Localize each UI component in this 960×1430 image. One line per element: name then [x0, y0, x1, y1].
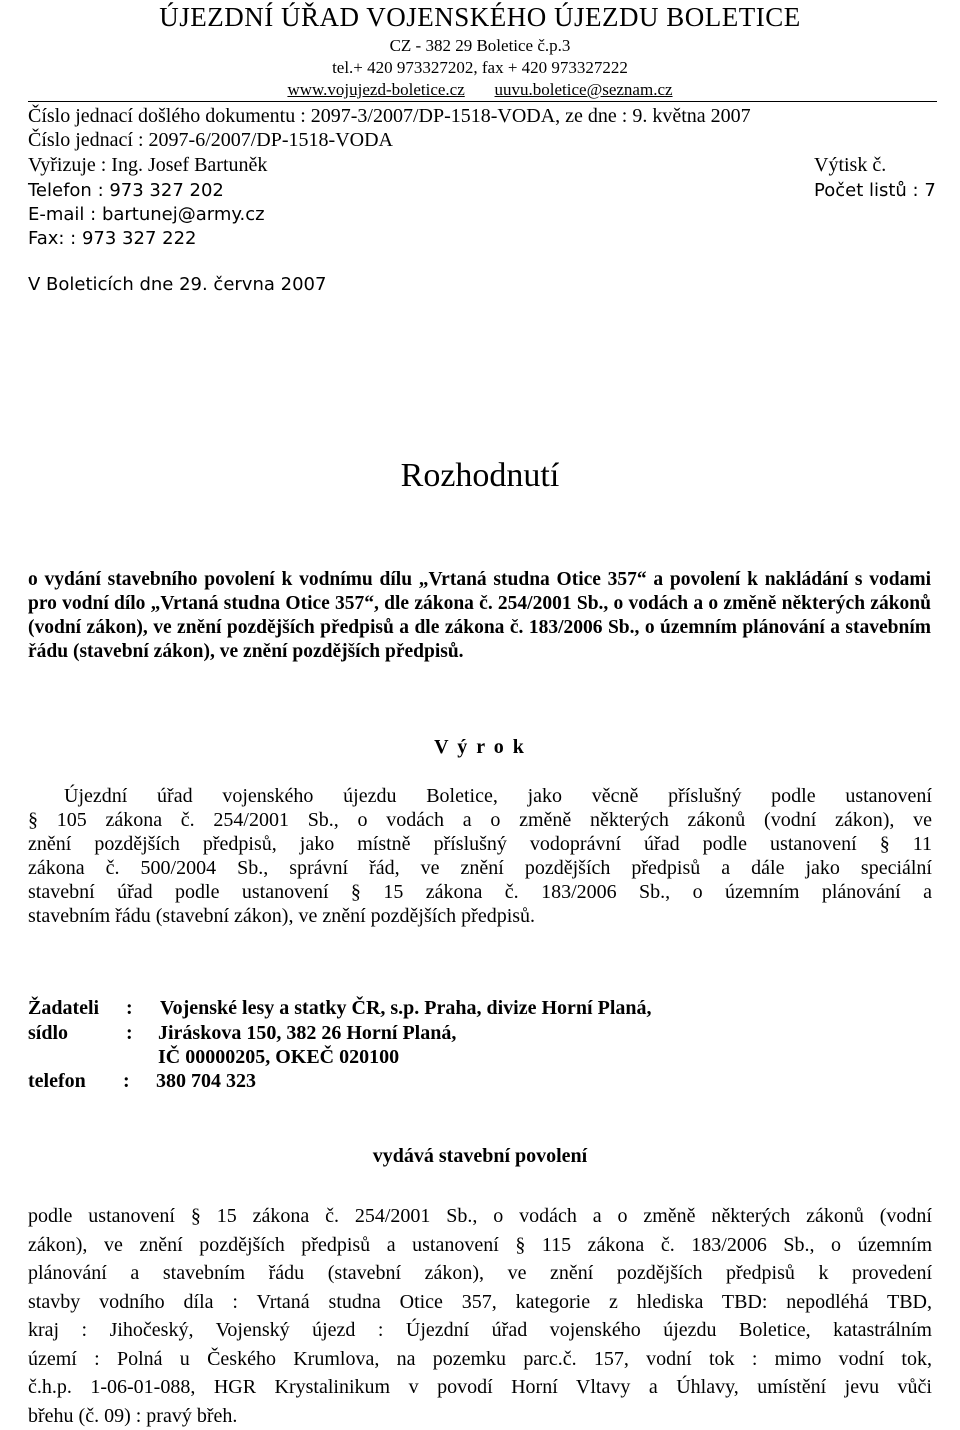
phone-colon: : — [123, 1069, 130, 1093]
grant-line: území : Polná u Českého Krumlova, na pozemku parc.č. 157, vodní tok : mimo vodní tok, — [28, 1345, 932, 1374]
applicant-label: Žadateli — [28, 996, 99, 1020]
document-heading: Rozhodnutí — [0, 457, 960, 495]
verdict-line: stavebním řádu (stavební zákon), ve znění pozdějších předpisů. — [28, 904, 932, 928]
verdict-paragraph — [28, 784, 932, 928]
verdict-line: zákona č. 500/2004 Sb., správní řád, ve znění pozdějších předpisů a dále jako speciální — [28, 856, 932, 880]
applicant-phone: 380 704 323 — [156, 1069, 256, 1093]
grant-line: podle ustanovení § 15 zákona č. 254/2001 Sb., o vodách a o změně některých zákonů (vodní — [28, 1202, 932, 1231]
copy-number: Výtisk č. — [814, 153, 886, 177]
email-link[interactable]: uuvu.boletice@seznam.cz — [495, 80, 673, 99]
office-address: CZ - 382 29 Boletice č.p.3 — [0, 36, 960, 56]
seat-address: Jiráskova 150, 382 26 Horní Planá, — [158, 1021, 456, 1045]
handled-by: Vyřizuje : Ing. Josef Bartuněk — [28, 153, 267, 177]
grant-line: plánování a stavebním řádu (stavební zákon), ve znění pozdějších předpisů k provedení — [28, 1259, 932, 1288]
ref-number: Číslo jednací : 2097-6/2007/DP-1518-VODA — [28, 128, 393, 152]
incoming-ref: Číslo jednací došlého dokumentu : 2097-3/2007/DP-1518-VODA, ze dne : 9. května 2007 — [28, 104, 751, 128]
website-link[interactable]: www.vojujezd-boletice.cz — [287, 80, 464, 99]
grant-line: zákon), ve znění pozdějších předpisů a ustanovení § 115 zákona č. 183/2006 Sb., o územním — [28, 1231, 932, 1260]
header-divider — [28, 101, 937, 102]
place-date: V Boleticích dne 29. června 2007 — [28, 273, 326, 297]
verdict-line: § 105 zákona č. 254/2001 Sb., o vodách a o změně některých zákonů (vodní zákon), ve — [28, 808, 932, 832]
applicant-name: Vojenské lesy a statky ČR, s.p. Praha, divize Horní Planá, — [160, 996, 652, 1020]
sheet-count: Počet listů : 7 — [814, 179, 936, 203]
fax: Fax: : 973 327 222 — [28, 227, 196, 251]
applicant-ids: IČ 00000205, OKEČ 020100 — [158, 1045, 399, 1069]
grant-title: vydává stavební povolení — [0, 1145, 960, 1168]
seat-colon: : — [126, 1021, 133, 1045]
seat-label: sídlo — [28, 1021, 68, 1045]
grant-paragraph — [28, 1202, 932, 1430]
office-links — [0, 80, 960, 100]
phone: Telefon : 973 327 202 — [28, 179, 224, 203]
verdict-line: znění pozdějších předpisů, jako místně příslušný vodoprávní úřad podle ustanovení § 11 — [28, 832, 932, 856]
grant-line: kraj : Jihočeský, Vojenský újezd : Újezdní úřad vojenského újezdu Boletice, katastrálním — [28, 1316, 932, 1345]
office-contact: tel.+ 420 973327202, fax + 420 973327222 — [0, 58, 960, 78]
document-subject: o vydání stavebního povolení k vodnímu dílu „Vrtaná studna Otice 357“ a povolení k nakládání s vodami pro vodní dílo „Vrtaná studna Otice 357“, dle zákona č. 254/2001 Sb., o vodách a o změně některých zákonů (vodní zákon), ve znění pozdějších předpisů a dle zákona č. 183/2006 Sb., o územním plánování a stavebním řádu (stavební zákon), ve znění pozdějších předpisů. — [28, 568, 931, 664]
verdict-title: V ý r o k — [0, 736, 960, 759]
office-title: ÚJEZDNÍ ÚŘAD VOJENSKÉHO ÚJEZDU BOLETICE — [0, 2, 960, 33]
verdict-line: stavební úřad podle ustanovení § 15 zákona č. 183/2006 Sb., o územním plánování a — [28, 880, 932, 904]
phone-label: telefon — [28, 1069, 86, 1093]
applicant-colon: : — [126, 996, 133, 1020]
grant-line: č.h.p. 1-06-01-088, HGR Krystalinikum v povodí Horní Vltavy a Úhlavy, umístění jevu vůči — [28, 1373, 932, 1402]
email: E-mail : bartunej@army.cz — [28, 203, 265, 227]
verdict-line: Újezdní úřad vojenského újezdu Boletice, jako věcně příslušný podle ustanovení — [28, 784, 932, 808]
grant-line: břehu (č. 09) : pravý břeh. — [28, 1402, 932, 1430]
grant-line: stavby vodního díla : Vrtaná studna Otice 357, kategorie z hlediska TBD: nepodléhá TBD, — [28, 1288, 932, 1317]
